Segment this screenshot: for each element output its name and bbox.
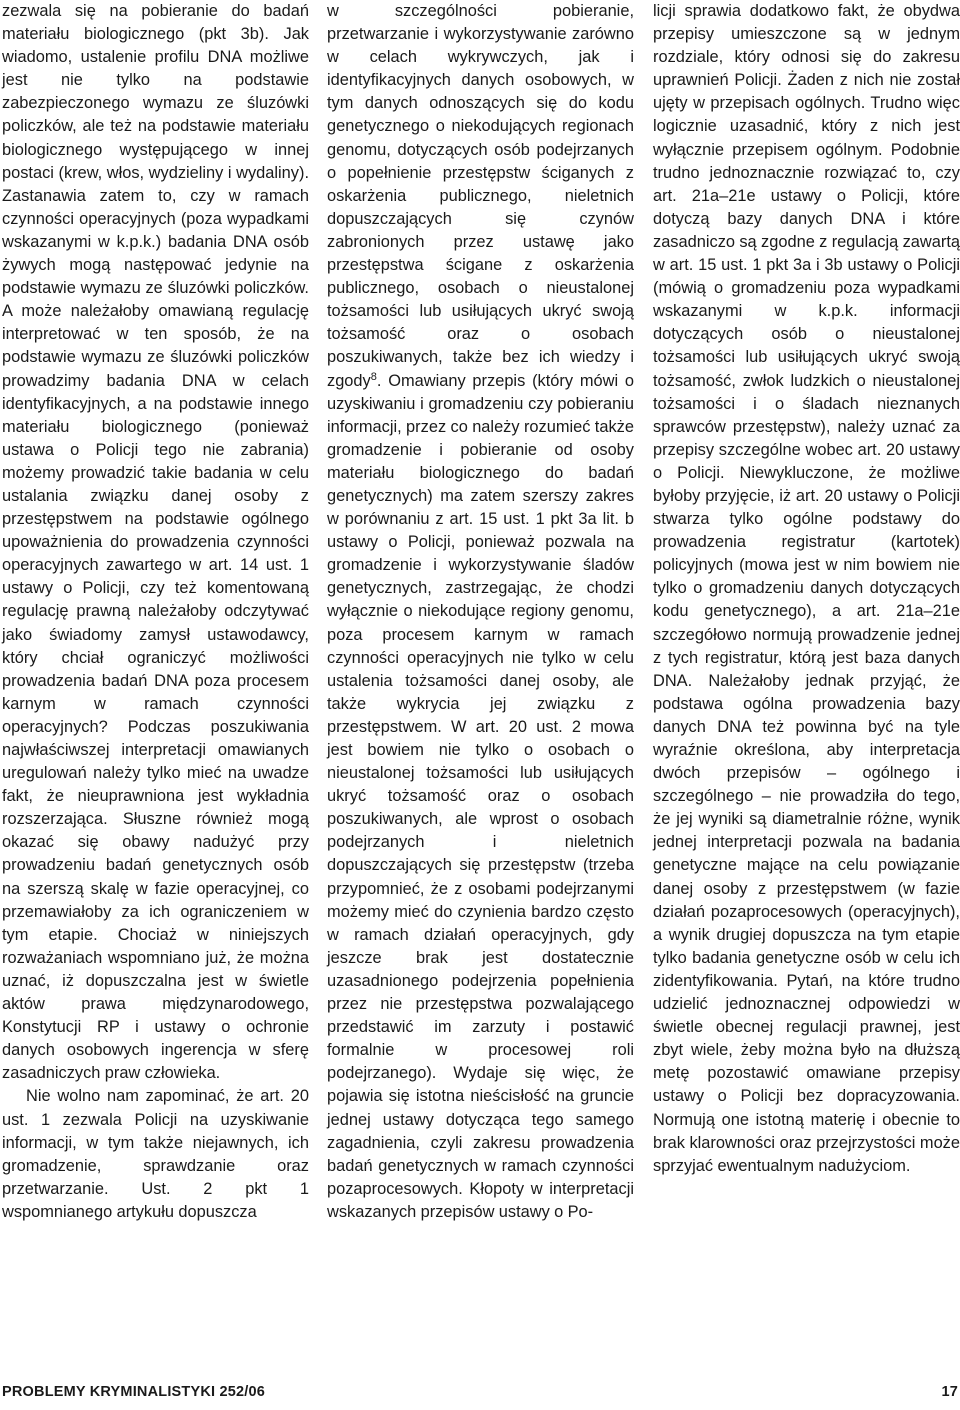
paragraph: licji sprawia dodatkowo fakt, że obydwa przepisy umieszczone są w jednym rozdziale, który odnosi się do zakresu uprawnień Policji. Żaden z nich nie został ujęty w przepisach ogólnych. Trudno więc logicznie uzasadnić, który z nich jest wyłącznie przepisem ogólnym. Podobnie trudno jednoznacznie rozwiązać to, czy art. 21a–21e ustawy o Policji, które dotyczą bazy danych DNA i które zasadniczo są zgodne z regulacją zawartą w art. 15 ust. 1 pkt 3a i 3b ustawy o Policji (mówią o gromadzeniu poza wypadkami wskazanymi w k.p.k. informacji dotyczących osób o nieustalonej tożsamości lub usiłujących ukryć swoją tożsamość, zwłok ludzkich o nieustalonej tożsamości i o śladach nieznanych sprawców przestępstw), należy uznać za przepisy szczególne wobec art. 20 ustawy o Policji. Niewykluczone, że możliwe byłoby przyjęcie, iż art. 20 ustawy o Policji stwarza tylko ogólne podstawy do prowadzenia registratur (kartotek) policyjnych (mowa jest w nim bowiem nie tylko o gromadzeniu danych dotyczących kodu genetycznego), a art. 21a–21e szczegółowo normują prowadzenie jednej z tych registratur, którą jest baza danych DNA. Należałoby jednak przyjąć, że podstawa ogólna prowadzenia bazy danych DNA też powinna być na tyle wyraźnie określona, aby interpretacja dwóch przepisów – ogólnego i szczególnego – nie prowadziła do tego, że jej wyniki są diametralnie różne, wynik jednej interpretacji pozwala na badania genetyczne mające na celu powiązanie danej osoby z przestępstwem (w fazie działań pozaprocesowych (operacyjnych), a wynik drugiej dopuszcza na tym etapie tylko badania genetyczne osób w celu ich zidentyfikowania. Pytań, na które trudno udzielić jednoznacznej odpowiedzi w świetle obecnej regulacji prawnej, jest zbyt wiele, żeby można było na dłuższą metę pozostawić omawiane przepisy ustawy o Policji bez dopracyzowania. Normują one istotną materię i obecnie to brak klarowności oraz przejrzystości może sprzyjać ewentualnym nadużyciom. [653, 2, 960, 1175]
text-column-1 [2, 0, 309, 1224]
paragraph-text-continued: . Omawiany przepis (który mówi o uzyskiwaniu i gromadzeniu czy pobieraniu informacji, przez co należy rozumieć także gromadzenie i pobieranie od osoby materiału biologicznego do badań genetycznych) ma zatem szerszy zakres w porównaniu z art. 15 ust. 1 pkt 3a lit. b ustawy o Policji, ponieważ pozwala na gromadzenie i wykorzystywanie śladów genetycznych, zastrzegając, że chodzi wyłącznie o niekodujące regiony genomu, poza procesem karnym w ramach czynności operacyjnych nie tylko w celu ustalenia tożsamości danej osoby, ale także wykrycia jej związku z przestępstwem. W art. 20 ust. 2 mowa jest bowiem nie tylko o osobach o nieustalonej tożsamości lub usiłujących ukryć tożsamość oraz o osobach poszukiwanych, ale wprost o osobach podejrzanych i nieletnich dopuszczających się przestępstw (trzeba przypomnieć, że z osobami podejrzanymi możemy mieć do czynienia bardzo często w ramach działań operacyjnych, gdy jeszcze brak jest dostatecznie uzasadnionego podejrzenia popełnienia przez nie przestępstwa pozwalającego przedstawić im zarzuty i postawić formalnie w procesowej roli podejrzanego). Wydaje się więc, że pojawia się istotna nieścisłość na gruncie jednej ustawy dotycząca tego samego zagadnienia, czyli zakresu prowadzenia badań genetycznych w ramach czynności pozaprocesowych. Kłopoty w interpretacji wskazanych przepisów ustawy o Po- [327, 371, 634, 1221]
journal-title: PROBLEMY KRYMINALISTYKI 252/06 [2, 1384, 266, 1400]
page-number: 17 [941, 1384, 958, 1400]
paragraph: zezwala się na pobieranie do badań materiału biologicznego (pkt 3b). Jak wiadomo, ustalenie profilu DNA możliwe jest nie tylko na podstawie zabezpieczonego wymazu ze śluzówki policzków, ale też na podstawie materiału biologicznego występującego w innej postaci (krew, włos, wydzieliny i wydaliny). Zastanawia zatem to, czy w ramach czynności operacyjnych (poza wypadkami wskazanymi w k.p.k.) badania DNA osób żywych mogą następować jedynie na podstawie wymazu ze śluzówki policzków. A może należałoby omawianą regulację interpretować w ten sposób, że na podstawie wymazu ze śluzówki policzków prowadzimy badania DNA w celach identyfikacyjnych, a na podstawie innego materiału biologicznego (ponieważ ustawa o Policji tego nie zabrania) możemy prowadzić takie badania w celu ustalania związku danej osoby z przestępstwem na podstawie ogólnego upoważnienia do prowadzenia czynności operacyjnych zawartego w art. 14 ust. 1 ustawy o Policji, czy też komentowaną regulację prawną należałoby odczytywać jako świadomy zamysł ustawodawcy, który chciał ograniczyć możliwości prowadzenia badań DNA poza procesem karnym w ramach czynności operacyjnych? Podczas poszukiwania najwłaściwszej interpretacji omawianych uregulowań należy tylko mieć na uwadze fakt, że nieuprawniona jest wykładnia rozszerzająca. Słuszne również mogą okazać się obawy nadużyć przy prowadzeniu badań genetycznych osób na szerszą skalę w fazie operacyjnej, co przemawiałoby za ich ograniczeniem w tym etapie. Chociaż w niniejszych rozważaniach wspomniano już, że można uznać, iż dopuszczalna jest w świetle aktów prawa międzynarodowego, Konstytucji RP i ustawy o ochronie danych osobowych ingerencja w sferę zasadniczych praw człowieka. [2, 2, 309, 1083]
paragraph [327, 0, 634, 1224]
paragraph: Nie wolno nam zapominać, że art. 20 ust. 1 zezwala Policji na uzyskiwanie informacji, w tym także niejawnych, ich gromadzenie, sprawdzanie oraz przetwarzanie. Ust. 2 pkt 1 wspomnianego artykułu dopuszcza [2, 1087, 309, 1221]
text-column-3 [653, 0, 960, 1178]
text-column-2 [327, 0, 634, 1224]
paragraph-text: w szczególności pobieranie, przetwarzanie i wykorzystywanie zarówno w celach wykrywczych, jak i identyfikacyjnych danych osobowych, w tym danych odnoszących się do kodu genetycznego o niekodujących regionach genomu, dotyczących osób podejrzanych o popełnienie przestępstw ściganych z oskarżenia publicznego, nieletnich dopuszczających się czynów zabronionych przez ustawę jako przestępstwa ścigane z oskarżenia publicznego, osobach o nieustalonej tożsamości lub usiłujących ukryć swoją tożsamość oraz o osobach poszukiwanych, także bez ich wiedzy i zgody [327, 2, 634, 390]
footnote-reference: 8 [370, 370, 377, 383]
